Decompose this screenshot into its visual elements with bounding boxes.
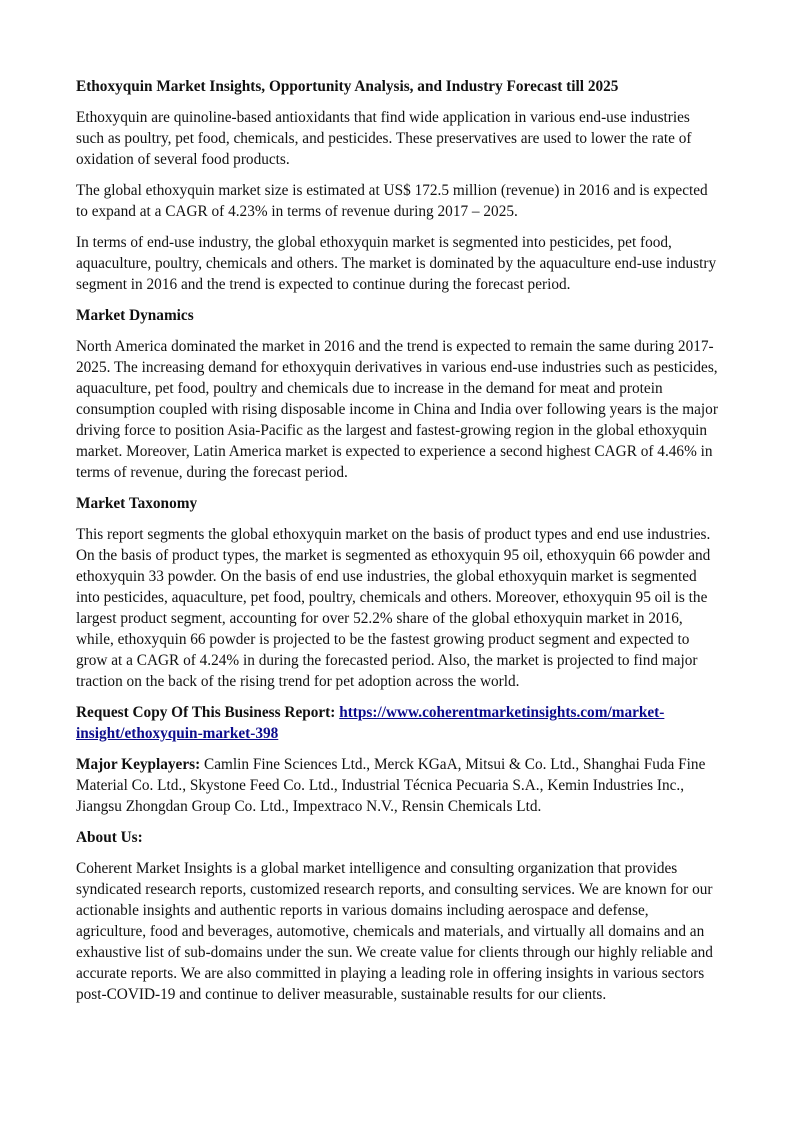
about-us-heading: About Us: bbox=[76, 829, 143, 846]
intro-paragraph-2: The global ethoxyquin market size is estimated at US$ 172.5 million (revenue) in 2016 and is expected to expand at a CAGR of 4.23% in terms of revenue during 2017 – 2025. bbox=[76, 182, 708, 220]
market-dynamics-heading: Market Dynamics bbox=[76, 307, 194, 324]
market-taxonomy-heading: Market Taxonomy bbox=[76, 495, 198, 512]
request-copy-label: Request Copy Of This Business Report: bbox=[76, 704, 340, 721]
keyplayers-paragraph bbox=[76, 754, 720, 817]
about-us-body: Coherent Market Insights is a global market intelligence and consulting organization that provides syndicated research reports, customized research reports, and consulting services. We are known for our actionable insights and authentic reports in various domains including aerospace and defense, agriculture, food and beverages, automotive, chemicals and materials, and virtually all domains and an exhaustive list of sub-domains under the sun. We create value for clients through our highly reliable and accurate reports. We are also committed in playing a leading role in offering insights in various sectors post-COVID-19 and continue to deliver measurable, sustainable results for our clients. bbox=[76, 860, 713, 1003]
request-copy-paragraph bbox=[76, 702, 720, 744]
market-taxonomy-body: This report segments the global ethoxyquin market on the basis of product types and end use industries. On the basis of product types, the market is segmented as ethoxyquin 95 oil, ethoxyquin 66 powder and ethoxyquin 33 powder. On the basis of end use industries, the global ethoxyquin market is segmented into pesticides, aquaculture, pet food, poultry, chemicals and others. Moreover, ethoxyquin 95 oil is the largest product segment, accounting for over 52.2% share of the global ethoxyquin market in 2016, while, ethoxyquin 66 powder is projected to be the fastest growing product segment and expected to grow at a CAGR of 4.24% in during the forecasted period. Also, the market is projected to find major traction on the back of the rising trend for pet adoption across the world. bbox=[76, 526, 711, 690]
market-dynamics-body: North America dominated the market in 2016 and the trend is expected to remain the same during 2017-2025. The increasing demand for ethoxyquin derivatives in various end-use industries such as pesticides, aquaculture, pet food, poultry and chemicals due to increase in the demand for meat and protein consumption coupled with rising disposable income in China and India over following years is the major driving force to position Asia-Pacific as the largest and fastest-growing region in the global ethoxyquin market. Moreover, Latin America market is expected to experience a second highest CAGR of 4.46% in terms of revenue, during the forecast period. bbox=[76, 338, 718, 481]
report-link[interactable]: https://www.coherentmarketinsights.com/market-insight/ethoxyquin-market-398 bbox=[76, 704, 665, 742]
keyplayers-text: Camlin Fine Sciences Ltd., Merck KGaA, Mitsui & Co. Ltd., Shanghai Fuda Fine Material Co. Ltd., Skystone Feed Co. Ltd., Industrial Técnica Pecuaria S.A., Kemin Industries Inc., Jiangsu Zhongdan Group Co. Ltd., Impextraco N.V., Rensin Chemicals Ltd. bbox=[76, 756, 706, 815]
intro-paragraph-1: Ethoxyquin are quinoline-based antioxidants that find wide application in various end-use industries such as poultry, pet food, chemicals, and pesticides. These preservatives are used to lower the rate of oxidation of several food products. bbox=[76, 109, 692, 168]
document-title: Ethoxyquin Market Insights, Opportunity Analysis, and Industry Forecast till 2025 bbox=[76, 78, 619, 95]
document-page bbox=[76, 76, 720, 1015]
keyplayers-label: Major Keyplayers: bbox=[76, 756, 205, 773]
intro-paragraph-3: In terms of end-use industry, the global ethoxyquin market is segmented into pesticides, pet food, aquaculture, poultry, chemicals and others. The market is dominated by the aquaculture end-use industry segment in 2016 and the trend is expected to continue during the forecast period. bbox=[76, 234, 717, 293]
